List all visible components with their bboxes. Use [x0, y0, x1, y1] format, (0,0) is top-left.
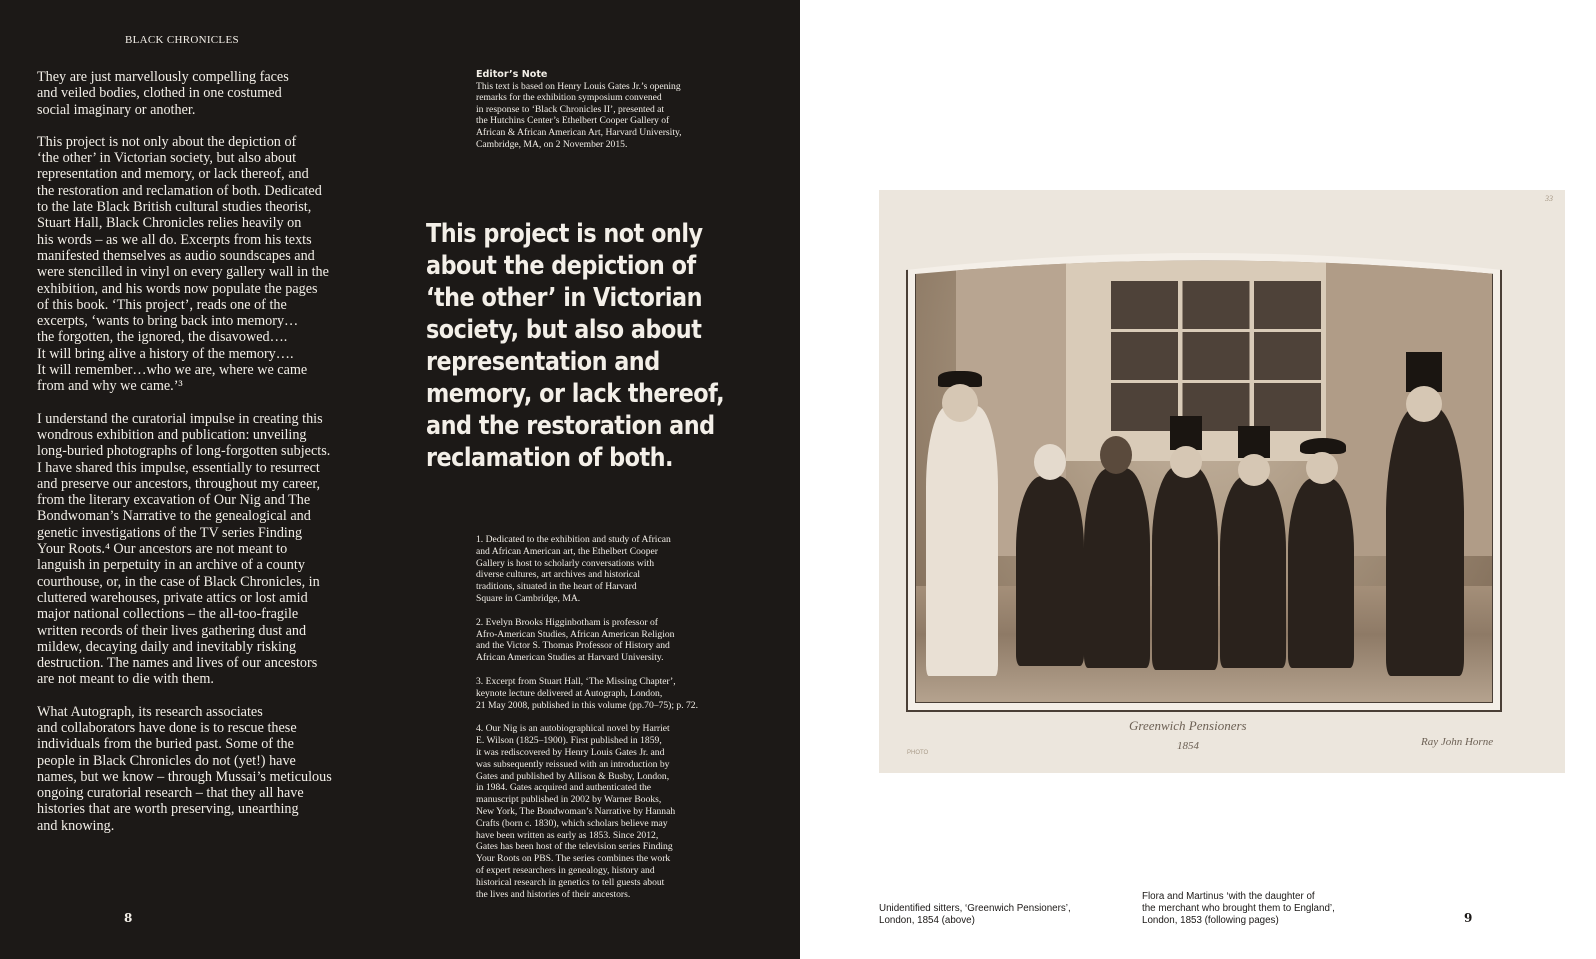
photo-frame: [906, 246, 1502, 712]
footnotes: [476, 534, 746, 912]
photo-corner-number: 33: [1545, 194, 1553, 203]
photo-window: [1111, 281, 1321, 431]
figure-seated-2: [1016, 476, 1084, 666]
photo-mount-signature: Ray John Horne: [1421, 736, 1494, 748]
figure-2-head: [1034, 444, 1066, 480]
body-paragraph-2: This project is not only about the depiction of ‘the other’ in Victorian society, but also about representation and memory, or lack thereof, and the restoration and reclamation of both. Dedicated to the late Black British cultural studies theorist, Stuart Hall, Black Chronicles relies heavily on his words – as we all do. Excerpts from his texts manifested themselves as audio soundscapes and were stencilled in vinyl on every gallery wall in the exhibition, and his words now populate the pages of this book. ‘This project’, reads one of the excerpts, ‘wants to bring back into memory… the forgotten, the ignored, the disavowed…. It will bring alive a history of the memory…. It will remember…who we are, where we came from and why we came.’³: [37, 133, 329, 395]
figure-4-hat: [1170, 416, 1202, 450]
pull-quote: This project is not only about the depiction of ‘the other’ in Victorian society, but also about representation and memory, or lack thereof, and the restoration and reclamation of both.: [426, 219, 725, 473]
figure-seated-3: [1084, 468, 1150, 668]
figure-6-head: [1306, 452, 1338, 484]
photo-mount-small-print: PHOTO: [907, 750, 929, 756]
figure-3-head: [1100, 436, 1132, 474]
editors-note-title: Editor’s Note: [476, 69, 548, 80]
photo-mount-year: 1854: [1177, 740, 1199, 752]
body-text: [37, 69, 372, 850]
figure-7-head: [1406, 386, 1442, 422]
figure-1-head: [942, 384, 978, 422]
historical-photograph: [915, 255, 1493, 703]
body-paragraph-3: I understand the curatorial impulse in creating this wondrous exhibition and publication: unveiling long-buried photographs of long-forgotten subjects. I have shared this impulse, essentially to resurrect and preserve our ancestors, throughout my career, from the literary excavation of Our Nig and The Bondwoman’s Narrative to the genealogical and genetic investigations of the TV series Finding Your Roots.⁴ Our ancestors are not meant to languish in perpetuity in an archive of a county courthouse, or, in the case of Black Chronicles, in cluttered warehouses, private attics or lost amid major national collections – the all-too-fragile written records of their lives gathering dust and mildew, decaying daily and inevitably risking destruction. The names and lives of our ancestors are not meant to die with them.: [37, 410, 331, 688]
photograph-card: [879, 190, 1565, 773]
footnote-1: 1. Dedicated to the exhibition and study of African and African American art, the Ethelbert Cooper Gallery is host to scholarly conversations with diverse cultures, art archives and historical traditions, situated in the heart of Harvard Square in Cambridge, MA.: [476, 534, 671, 604]
page-number-right: 9: [1464, 911, 1473, 925]
figure-seated-5: [1220, 476, 1286, 668]
footnote-3: 3. Excerpt from Stuart Hall, ‘The Missing Chapter’, keynote lecture delivered at Autograph, London, 21 May 2008, published in this volume (pp.70–75); p. 72.: [476, 675, 698, 711]
figure-4-head: [1170, 446, 1202, 478]
figure-standing-left: [926, 406, 998, 676]
figure-5-head: [1238, 454, 1270, 486]
page-number-left: 8: [124, 911, 133, 925]
editors-note: [476, 69, 736, 150]
photo-mount-title: Greenwich Pensioners: [1129, 718, 1247, 733]
figure-seated-4: [1152, 466, 1218, 670]
figure-standing-right: [1386, 406, 1464, 676]
body-paragraph-1: They are just marvellously compelling faces and veiled bodies, clothed in one costumed social imaginary or another.: [37, 69, 289, 118]
caption-flora-and-martinus: Flora and Martinus ‘with the daughter of the merchant who brought them to England’, London, 1853 (following pages): [1142, 891, 1335, 926]
footnote-2: 2. Evelyn Brooks Higginbotham is professor of Afro-American Studies, African American Religion and the Victor S. Thomas Professor of History and African American Studies at Harvard University.: [476, 616, 675, 664]
editors-note-body: This text is based on Henry Louis Gates Jr.’s opening remarks for the exhibition symposium convened in response to ‘Black Chronicles II’, presented at the Hutchins Center’s Ethelbert Cooper Gallery of African & African American Art, Harvard University, Cambridge, MA, on 2 November 2015.: [476, 80, 682, 150]
footnote-4: 4. Our Nig is an autobiographical novel by Harriet E. Wilson (1825–1900). First published in 1859, it was rediscovered by Henry Louis Gates Jr. and was subsequently reissued with an introduction by Gates and published by Allison & Busby, London, in 1984. Gates acquired and authenticated the manuscript published in 2002 by Warner Books, New York, The Bondwoman’s Narrative by Hannah Crafts (born c. 1830), which scholars believe may have been written as early as 1853. Since 2012, Gates has been host of the television series Finding Your Roots on PBS. The series combines the work of expert researchers in genealogy, history and historical research in genetics to tell guests about the lives and histories of their ancestors.: [476, 723, 676, 900]
body-paragraph-4: What Autograph, its research associates and collaborators have done is to rescue these individuals from the buried past. Some of the people in Black Chronicles do not (yet!) have names, but we know – through Mussai’s meticulous ongoing curatorial research – that they all have histories that are worth preserving, unearthing and knowing.: [37, 703, 332, 834]
figure-seated-6: [1288, 478, 1354, 668]
running-head: BLACK CHRONICLES: [125, 34, 239, 46]
caption-greenwich-pensioners: Unidentified sitters, ‘Greenwich Pensioners’, London, 1854 (above): [879, 903, 1071, 926]
